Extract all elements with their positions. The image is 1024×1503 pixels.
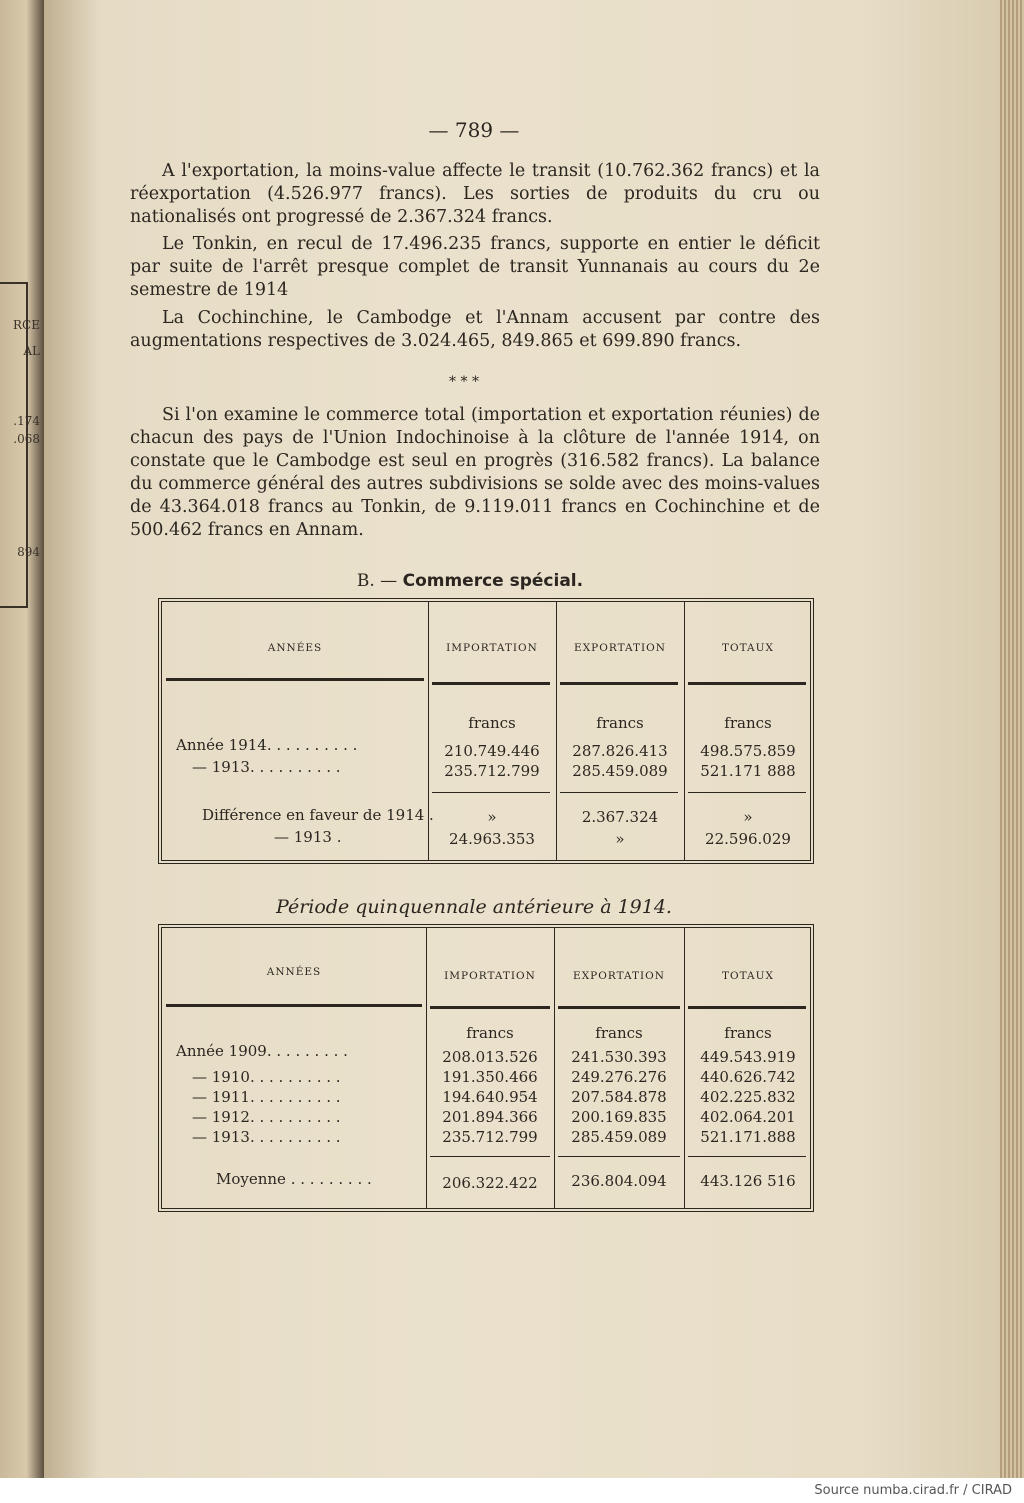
unit-label: francs	[468, 714, 516, 732]
paragraph-export: A l'exportation, la moins-value affecte le transit (10.762.362 francs) et la réexportation (4.526.977 francs). Les sorties de produits du cru ou nationalisés ont progressé de 2.367.324 francs.	[130, 161, 820, 227]
unit-label: francs	[724, 1024, 772, 1042]
header-rule	[560, 682, 678, 685]
table-cell: 521.171 888	[700, 762, 796, 780]
paragraph-commerce-total: Si l'on examine le commerce total (importation et exportation réunies) de chacun des pays de l'Union Indochinoise à la clôture de l'année 1914, on constate que le Cambodge est seul en progrès (316.582 francs). La balance du commerce général des autres subdivisions se solde avec des moins-values de 43.364.018 francs au Tonkin, de 9.119.011 francs en Cochinchine et de 500.462 francs en Annam.	[130, 405, 820, 540]
row-label: — 1911. . . . . . . . . .	[192, 1088, 341, 1106]
unit-label: francs	[596, 714, 644, 732]
table-cell: 249.276.276	[571, 1068, 667, 1086]
table-cell: 236.804.094	[571, 1172, 667, 1190]
table-periode-quinquennale	[158, 924, 814, 1212]
source-footer	[0, 1478, 1024, 1503]
header-importation: IMPORTATION	[444, 970, 536, 982]
row-label: Année 1914. . . . . . . . . .	[176, 736, 358, 754]
facing-page-fragment: 894	[17, 545, 40, 559]
unit-label: francs	[595, 1024, 643, 1042]
table-cell: 210.749.446	[444, 742, 540, 760]
section-title-commerce-special	[270, 571, 670, 591]
table-cell: 402.225.832	[700, 1088, 796, 1106]
row-label: — 1913. . . . . . . . . .	[192, 1128, 341, 1146]
header-rule	[688, 1006, 806, 1009]
facing-page-fragment: RCE	[13, 318, 40, 332]
table-cell: »	[743, 808, 753, 826]
table-cell: 402.064.201	[700, 1108, 796, 1126]
header-rule	[558, 1006, 680, 1009]
table-cell: 24.963.353	[449, 830, 535, 848]
row-label-average: Moyenne . . . . . . . . .	[216, 1170, 372, 1188]
section-separator-stars: * * *	[449, 374, 479, 390]
total-rule	[688, 792, 806, 793]
header-importation: IMPORTATION	[446, 642, 538, 654]
total-rule	[688, 1156, 806, 1157]
total-rule	[432, 792, 550, 793]
table-cell: 22.596.029	[705, 830, 791, 848]
total-rule	[430, 1156, 550, 1157]
table-cell: 287.826.413	[572, 742, 668, 760]
table-cell: 443.126 516	[700, 1172, 796, 1190]
table-cell: 285.459.089	[571, 1128, 667, 1146]
page-number: — 789 —	[428, 118, 520, 142]
table-cell: 498.575.859	[700, 742, 796, 760]
header-rule	[166, 1004, 422, 1007]
table-cell: 241.530.393	[571, 1048, 667, 1066]
header-rule	[432, 682, 550, 685]
table-cell: 235.712.799	[442, 1128, 538, 1146]
source-credit: Source numba.cirad.fr / CIRAD	[814, 1483, 1012, 1498]
table-cell: 201.894.366	[442, 1108, 538, 1126]
row-label: Année 1909. . . . . . . . .	[176, 1042, 348, 1060]
header-rule	[166, 678, 424, 681]
table-cell: 440.626.742	[700, 1068, 796, 1086]
header-annees: ANNÉES	[267, 642, 323, 654]
table-cell: »	[487, 808, 497, 826]
document-page	[44, 0, 1000, 1478]
header-exportation: EXPORTATION	[573, 970, 665, 982]
paragraph-cochinchine: La Cochinchine, le Cambodge et l'Annam accusent par contre des augmentations respectives de 3.024.465, 849.865 et 699.890 francs.	[130, 308, 820, 351]
header-exportation: EXPORTATION	[574, 642, 666, 654]
header-totaux: TOTAUX	[722, 970, 774, 982]
page-fore-edge	[1000, 0, 1024, 1478]
table-cell: 206.322.422	[442, 1174, 538, 1192]
table-cell: »	[615, 830, 625, 848]
header-rule	[688, 682, 806, 685]
section-title-text: Commerce spécial.	[402, 571, 584, 591]
table-cell: 200.169.835	[571, 1108, 667, 1126]
unit-label: francs	[466, 1024, 514, 1042]
row-label: — 1912. . . . . . . . . .	[192, 1108, 341, 1126]
row-label: Différence en faveur de 1914 .	[202, 806, 434, 824]
table-cell: 208.013.526	[442, 1048, 538, 1066]
table-cell: 207.584.878	[571, 1088, 667, 1106]
table-commerce-special	[158, 598, 814, 864]
table-cell: 194.640.954	[442, 1088, 538, 1106]
table-cell: 449.543.919	[700, 1048, 796, 1066]
paragraph-tonkin: Le Tonkin, en recul de 17.496.235 francs, supporte en entier le déficit par suite de l'arrêt presque complet de transit Yunnanais au cours du 2e semestre de 1914	[130, 234, 820, 300]
row-label: — 1913. . . . . . . . . .	[192, 758, 341, 776]
row-label: — 1910. . . . . . . . . .	[192, 1068, 341, 1086]
total-rule	[560, 792, 678, 793]
table-cell: 521.171.888	[700, 1128, 796, 1146]
table-cell: 285.459.089	[572, 762, 668, 780]
facing-page-edge	[0, 0, 44, 1478]
header-annees: ANNÉES	[266, 966, 322, 978]
facing-page-fragment: AL	[23, 344, 40, 358]
table-cell: 235.712.799	[444, 762, 540, 780]
table-cell: 191.350.466	[442, 1068, 538, 1086]
header-totaux: TOTAUX	[722, 642, 774, 654]
unit-label: francs	[724, 714, 772, 732]
header-rule	[430, 1006, 550, 1009]
section-prefix: B. —	[356, 571, 398, 591]
table-cell: 2.367.324	[581, 808, 659, 826]
row-label: — 1913 .	[274, 828, 342, 846]
total-rule	[558, 1156, 680, 1157]
facing-page-fragment: .174	[13, 414, 40, 428]
section-title-period: Période quinquennale antérieure à 1914.	[276, 896, 672, 918]
facing-page-fragment: .068	[13, 432, 40, 446]
